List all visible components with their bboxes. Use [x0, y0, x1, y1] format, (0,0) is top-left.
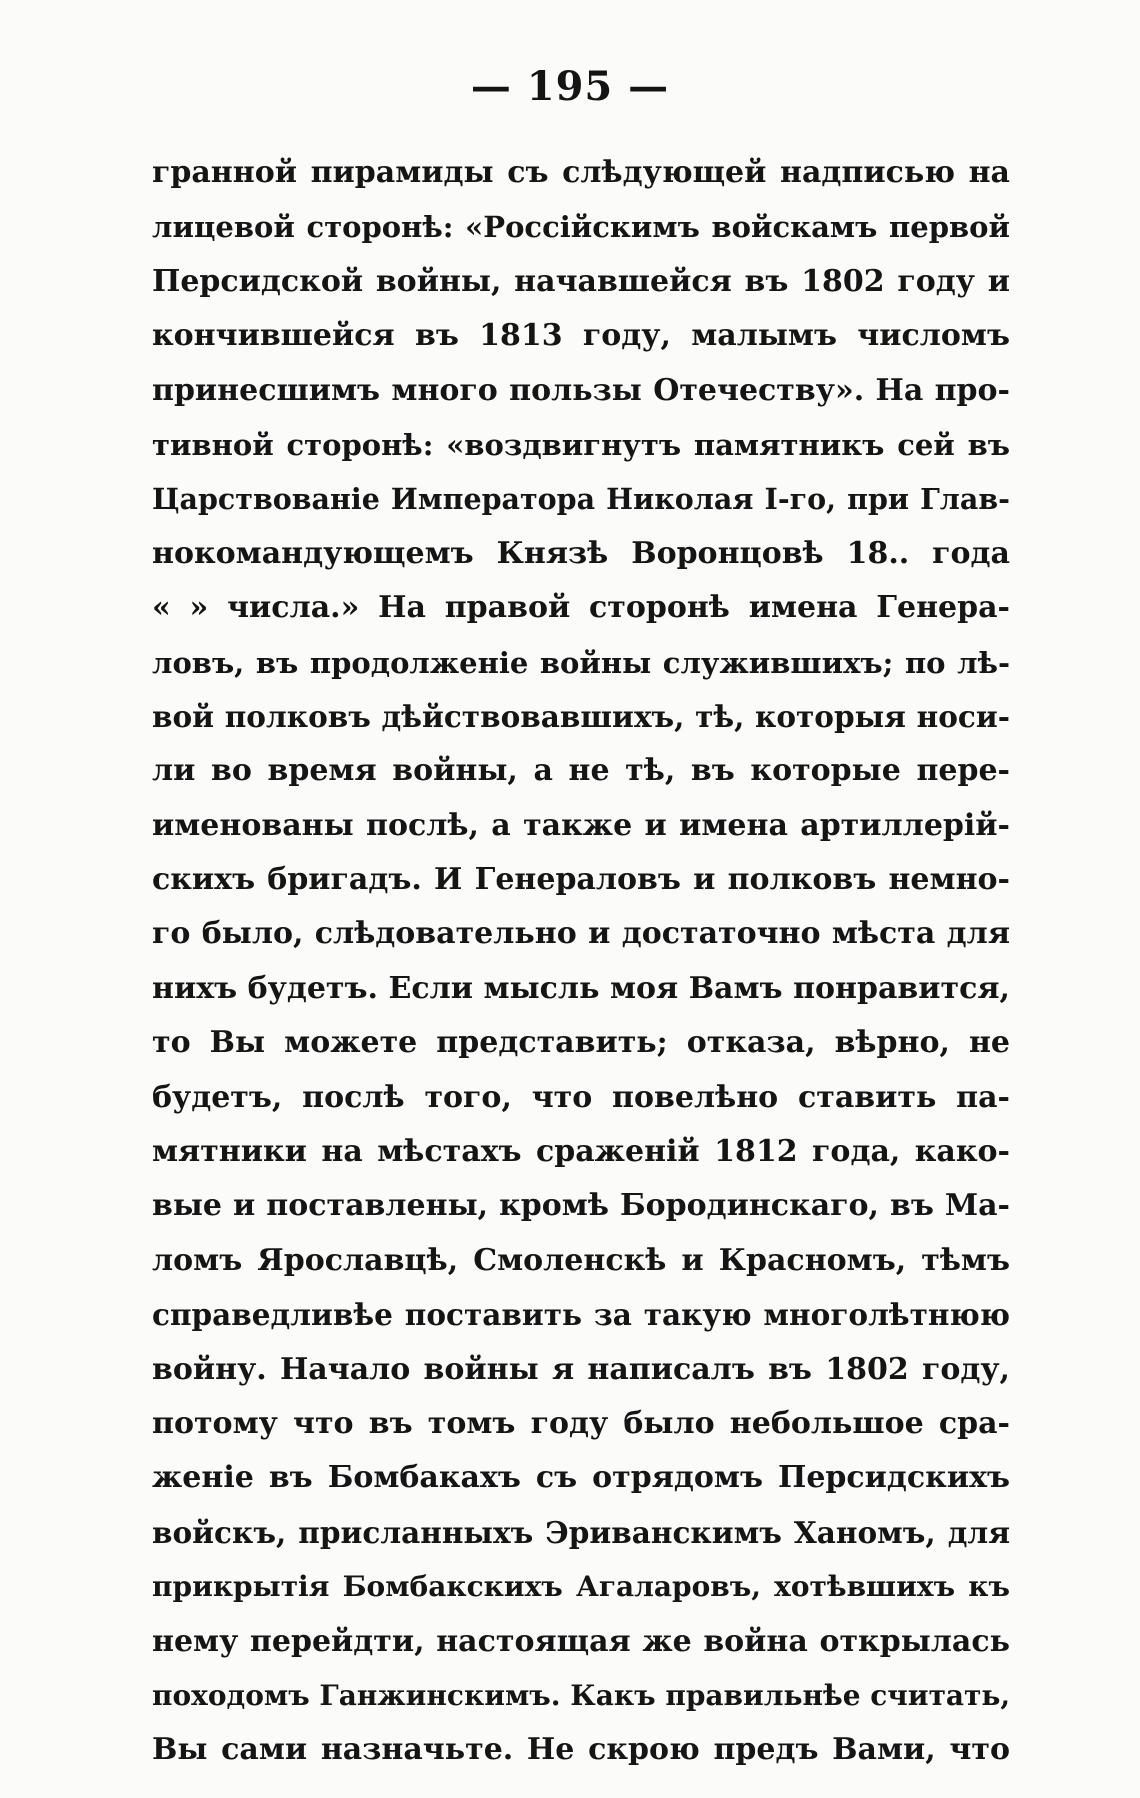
page-number: — 195 —: [470, 63, 670, 110]
text-line: принесшимъ много пользы Отечеству». На про-: [152, 372, 1010, 408]
text-line: именованы послѣ, а также и имена артиллерій-: [152, 807, 1010, 843]
text-line: вой полковъ дѣйствовавшихъ, тѣ, которыя носи-: [152, 698, 1010, 734]
body-text: [152, 146, 1010, 1778]
text-line: лицевой сторонѣ: «Россійскимъ войскамъ первой: [152, 210, 1010, 245]
text-line: нихъ будетъ. Если мысль моя Вамъ понравится,: [152, 970, 1010, 1006]
text-line: походомъ Ганжинскимъ. Какъ правильнѣе считать,: [152, 1678, 1010, 1712]
text-line: го было, слѣдовательно и достаточно мѣста для: [152, 916, 1010, 952]
text-line: то Вы можете представить; отказа, вѣрно, не: [152, 1025, 1010, 1061]
text-line: Вы сами назначьте. Не скрою предъ Вами, что: [152, 1732, 1010, 1768]
text-line: тивной сторонѣ: «воздвигнутъ памятникъ сей въ: [152, 427, 1010, 462]
text-line: вые и поставлены, кромѣ Бородинскаго, въ Ма-: [152, 1188, 1010, 1224]
text-line: Царствованіе Императора Николая I-го, при Глав-: [152, 482, 1010, 517]
text-line: прикрытія Бомбакскихъ Агаларовъ, хотѣвшихъ къ: [152, 1570, 1010, 1604]
text-line: войскъ, присланныхъ Эриванскимъ Ханомъ, для: [152, 1514, 1010, 1550]
text-line: ли во время войны, а не тѣ, въ которые пере-: [152, 753, 1010, 789]
text-line: нему перейдти, настоящая же война открылась: [152, 1623, 1010, 1659]
text-line: Персидской войны, начавшейся въ 1802 году и: [152, 263, 1010, 299]
text-line: будетъ, послѣ того, что повелѣно ставить па-: [152, 1079, 1010, 1115]
text-line: войну. Начало войны я написалъ въ 1802 году,: [152, 1351, 1010, 1387]
text-line: потому что въ томъ году было небольшое сра-: [152, 1405, 1010, 1441]
text-line: нокомандующемъ Князѣ Воронцовѣ 18.. года: [152, 535, 1010, 571]
text-line: « » числа.» На правой сторонѣ имена Генера-: [152, 590, 1010, 626]
text-line: скихъ бригадъ. И Генераловъ и полковъ немно-: [152, 862, 1010, 898]
text-line: справедливѣе поставить за такую многолѣтнюю: [152, 1297, 1010, 1333]
text-line: женіе въ Бомбакахъ съ отрядомъ Персидскихъ: [152, 1460, 1010, 1496]
text-line: гранной пирамиды съ слѣдующей надписью на: [152, 155, 1010, 190]
text-line: ловъ, въ продолженіе войны служившихъ; по лѣ-: [152, 645, 1010, 680]
text-line: мятники на мѣстахъ сраженій 1812 года, како-: [152, 1134, 1010, 1170]
text-line: кончившейся въ 1813 году, малымъ числомъ: [152, 318, 1010, 354]
text-line: ломъ Ярославцѣ, Смоленскѣ и Красномъ, тѣмъ: [152, 1242, 1010, 1278]
